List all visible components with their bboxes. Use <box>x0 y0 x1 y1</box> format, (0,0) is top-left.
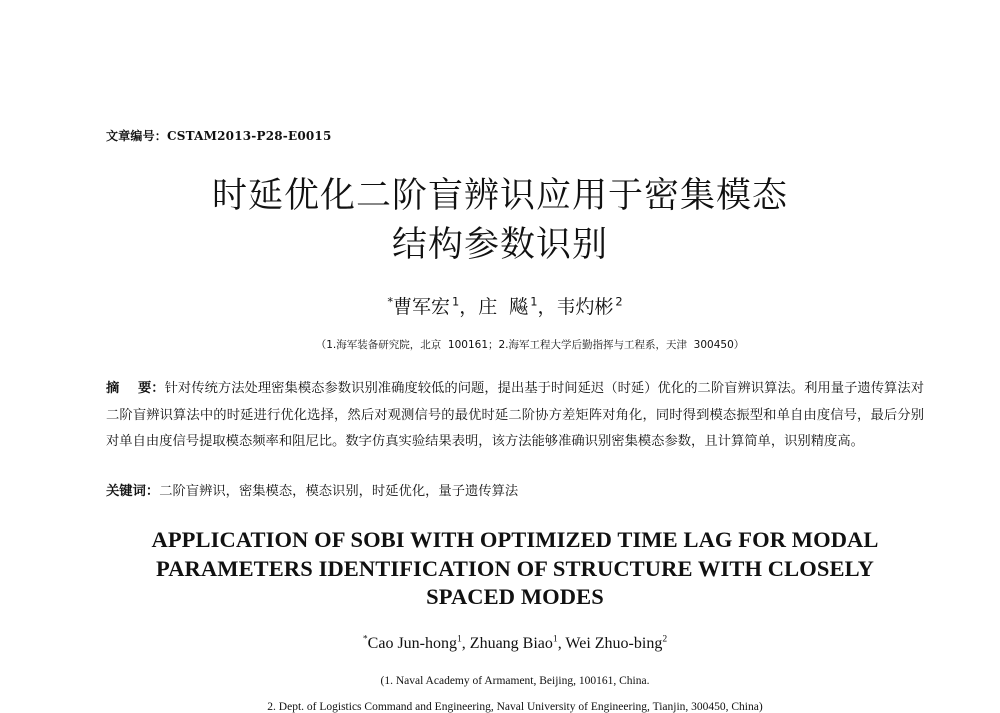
english-title-line-1: APPLICATION OF SOBI WITH OPTIMIZED TIME LAG FOR MODAL <box>151 527 879 552</box>
chinese-abstract <box>106 376 924 456</box>
english-affiliation-1: (1. Naval Academy of Armament, Beijing, 100161, China. <box>380 675 650 687</box>
keywords-text: 二阶盲辨识，密集模态，模态识别，时延优化，量子遗传算法 <box>159 484 519 499</box>
english-author-3-affiliation: 2 <box>662 633 668 645</box>
chinese-author-1: 曹军宏 <box>393 296 451 318</box>
chinese-author-1-affiliation: 1 <box>451 294 460 309</box>
english-author-2: Zhuang Biao <box>469 635 553 652</box>
chinese-affiliation: （1.海军装备研究院，北京 100161；2.海军工程大学后勤指挥与工程系，天津 300450） <box>315 339 745 351</box>
chinese-author-separator: ， <box>537 296 557 318</box>
article-number-label: 文章编号： <box>106 129 168 143</box>
english-affiliation-2: 2. Dept. of Logistics Command and Engineering, Naval University of Engineering, Tianjin, 300450, China) <box>267 701 763 713</box>
abstract-text: 针对传统方法处理密集模态参数识别准确度较低的问题，提出基于时间延迟（时延）优化的二阶盲辨识算法。利用量子遗传算法对二阶盲辨识算法中的时延进行优化选择，然后对观测信号的最优时延二阶协方差矩阵对角化，同时得到模态振型和单自由度信号，最后分别对单自由度信号提取模态频率和阻尼比。数字仿真实验结果表明，该方法能够准确识别密集模态参数，且计算简单，识别精度高。 <box>106 381 924 449</box>
english-title <box>0 526 1000 612</box>
english-author-separator: , <box>557 635 566 652</box>
english-author-list <box>0 635 1000 653</box>
english-author-2-affiliation: 1 <box>552 633 558 645</box>
keywords-label: 关键词： <box>106 484 160 499</box>
english-author-3: Wei Zhuo-bing <box>565 635 663 652</box>
chinese-author-2: 庄 飚 <box>478 296 529 318</box>
chinese-author-separator: ， <box>459 296 479 318</box>
chinese-title-line-1: 时延优化二阶盲辨识应用于密集模态 <box>211 176 788 216</box>
english-title-line-2: PARAMETERS IDENTIFICATION OF STRUCTURE WITH CLOSELY <box>156 555 874 581</box>
chinese-title-line-2: 结构参数识别 <box>391 225 608 265</box>
english-author-1-affiliation: 1 <box>457 633 462 645</box>
chinese-author-2-affiliation: 1 <box>530 294 538 309</box>
english-corresponding-mark: * <box>362 633 368 645</box>
article-number <box>106 127 332 144</box>
chinese-author-list <box>0 292 1000 319</box>
corresponding-author-mark: * <box>387 294 394 309</box>
english-title-line-3: SPACED MODES <box>426 584 604 609</box>
chinese-author-3: 韦灼彬 <box>556 296 614 318</box>
chinese-keywords <box>106 480 518 499</box>
english-author-separator: , <box>461 635 470 652</box>
article-number-value: CSTAM2013-P28-E0015 <box>167 129 332 143</box>
chinese-author-3-affiliation: 2 <box>615 294 623 309</box>
abstract-label: 摘 要： <box>106 381 165 396</box>
english-author-1: Cao Jun-hong <box>367 635 457 652</box>
